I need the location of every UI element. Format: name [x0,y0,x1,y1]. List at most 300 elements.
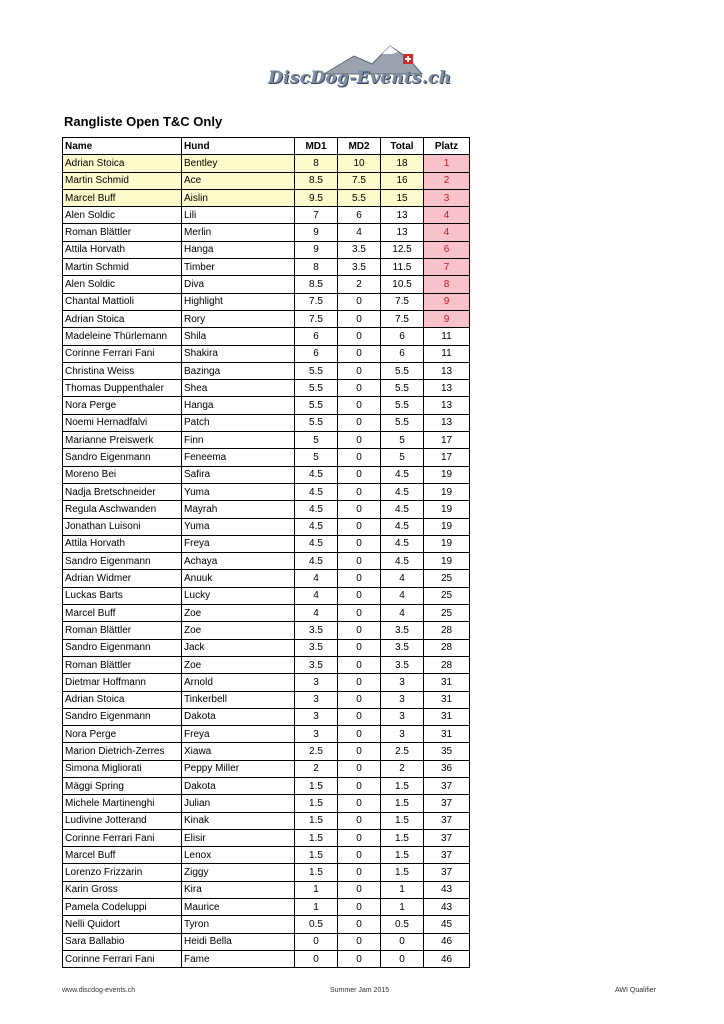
cell-total: 0.5 [381,916,424,933]
cell-platz: 37 [424,812,470,829]
cell-md1: 5.5 [295,414,338,431]
cell-dog: Zoe [182,622,295,639]
cell-md1: 0 [295,933,338,950]
column-header-platz: Platz [424,138,470,155]
cell-md2: 0 [338,397,381,414]
cell-md2: 2 [338,276,381,293]
cell-total: 16 [381,172,424,189]
cell-name: Moreno Bei [63,466,182,483]
cell-name: Corinne Ferrari Fani [63,345,182,362]
cell-md2: 0 [338,535,381,552]
cell-dog: Bentley [182,155,295,172]
table-row [63,743,470,760]
table-row [63,414,470,431]
table-row [63,812,470,829]
table-row [63,483,470,500]
cell-platz: 46 [424,933,470,950]
cell-md1: 2.5 [295,743,338,760]
cell-md1: 9.5 [295,189,338,206]
cell-dog: Tyron [182,916,295,933]
cell-total: 3 [381,708,424,725]
table-row [63,449,470,466]
cell-dog: Shakira [182,345,295,362]
cell-md1: 4 [295,587,338,604]
table-row [63,397,470,414]
cell-name: Attila Horvath [63,241,182,258]
cell-md1: 7.5 [295,293,338,310]
cell-total: 0 [381,933,424,950]
table-row [63,881,470,898]
cell-name: Simona Migliorati [63,760,182,777]
cell-dog: Shea [182,380,295,397]
cell-name: Sandro Eigenmann [63,708,182,725]
cell-md2: 0 [338,293,381,310]
cell-total: 1.5 [381,795,424,812]
cell-dog: Lenox [182,847,295,864]
table-row [63,656,470,673]
table-row [63,328,470,345]
cell-md2: 0 [338,933,381,950]
cell-total: 1 [381,899,424,916]
cell-total: 1.5 [381,847,424,864]
cell-md2: 0 [338,708,381,725]
cell-total: 3 [381,691,424,708]
table-row [63,933,470,950]
cell-total: 13 [381,207,424,224]
cell-md2: 0 [338,881,381,898]
cell-md2: 0 [338,795,381,812]
cell-name: Adrian Stoica [63,691,182,708]
cell-md2: 0 [338,726,381,743]
table-row [63,501,470,518]
cell-md1: 3 [295,726,338,743]
cell-md1: 3.5 [295,656,338,673]
cell-total: 5.5 [381,362,424,379]
cell-platz: 37 [424,829,470,846]
cell-dog: Mayrah [182,501,295,518]
column-header-total: Total [381,138,424,155]
cell-platz: 19 [424,535,470,552]
cell-md1: 4.5 [295,518,338,535]
cell-md1: 4.5 [295,501,338,518]
table-row [63,380,470,397]
table-row [63,362,470,379]
cell-md2: 0 [338,605,381,622]
cell-name: Jonathan Luisoni [63,518,182,535]
table-row [63,674,470,691]
cell-dog: Arnold [182,674,295,691]
cell-dog: Kira [182,881,295,898]
cell-md2: 7.5 [338,172,381,189]
cell-md2: 6 [338,207,381,224]
cell-md1: 9 [295,224,338,241]
cell-md1: 5.5 [295,397,338,414]
table-row [63,950,470,967]
cell-md2: 0 [338,916,381,933]
cell-name: Corinne Ferrari Fani [63,950,182,967]
cell-total: 5.5 [381,397,424,414]
table-row [63,899,470,916]
cell-dog: Maurice [182,899,295,916]
cell-platz: 25 [424,605,470,622]
table-row [63,795,470,812]
cell-platz: 31 [424,691,470,708]
cell-dog: Diva [182,276,295,293]
cell-name: Marcel Buff [63,189,182,206]
table-row [63,172,470,189]
cell-md2: 0 [338,345,381,362]
cell-platz: 4 [424,207,470,224]
cell-platz: 13 [424,397,470,414]
cell-dog: Rory [182,310,295,327]
cell-platz: 4 [424,224,470,241]
table-row [63,916,470,933]
cell-dog: Peppy Miller [182,760,295,777]
cell-total: 4 [381,570,424,587]
cell-md1: 9 [295,241,338,258]
cell-name: Sandro Eigenmann [63,553,182,570]
table-row [63,622,470,639]
cell-name: Sandro Eigenmann [63,639,182,656]
cell-md1: 4 [295,570,338,587]
cell-name: Nora Perge [63,397,182,414]
cell-dog: Bazinga [182,362,295,379]
cell-total: 6 [381,345,424,362]
cell-platz: 36 [424,760,470,777]
logo [262,40,452,102]
cell-total: 6 [381,328,424,345]
cell-dog: Lucky [182,587,295,604]
table-row [63,726,470,743]
cell-md1: 4 [295,605,338,622]
cell-md2: 0 [338,899,381,916]
cell-name: Noemi Hernadfalvi [63,414,182,431]
cell-platz: 17 [424,449,470,466]
cell-platz: 19 [424,501,470,518]
page-title: Rangliste Open T&C Only [64,114,223,129]
cell-name: Michele Martinenghi [63,795,182,812]
table-row [63,518,470,535]
cell-md2: 0 [338,829,381,846]
cell-platz: 31 [424,708,470,725]
cell-md2: 0 [338,639,381,656]
cell-md1: 4.5 [295,466,338,483]
table-row [63,777,470,794]
cell-name: Martin Schmid [63,259,182,276]
cell-name: Marcel Buff [63,847,182,864]
cell-name: Adrian Widmer [63,570,182,587]
cell-dog: Heidi Bella [182,933,295,950]
cell-md1: 3 [295,708,338,725]
cell-dog: Finn [182,432,295,449]
cell-name: Marianne Preiswerk [63,432,182,449]
cell-platz: 19 [424,518,470,535]
cell-name: Thomas Duppenthaler [63,380,182,397]
cell-platz: 45 [424,916,470,933]
cell-md2: 0 [338,518,381,535]
cell-md2: 0 [338,743,381,760]
cell-name: Nadja Bretschneider [63,483,182,500]
cell-md1: 1.5 [295,795,338,812]
cell-name: Nelli Quidort [63,916,182,933]
cell-md2: 5.5 [338,189,381,206]
cell-md2: 3.5 [338,241,381,258]
table-row [63,829,470,846]
cell-total: 11.5 [381,259,424,276]
cell-md1: 3.5 [295,622,338,639]
cell-total: 2.5 [381,743,424,760]
cell-md1: 1.5 [295,829,338,846]
cell-md1: 6 [295,328,338,345]
cell-total: 4.5 [381,553,424,570]
cell-platz: 9 [424,293,470,310]
cell-total: 15 [381,189,424,206]
cell-platz: 28 [424,639,470,656]
table-row [63,207,470,224]
cell-dog: Xiawa [182,743,295,760]
cell-total: 4 [381,605,424,622]
cell-dog: Dakota [182,777,295,794]
cell-total: 4.5 [381,483,424,500]
cell-name: Sandro Eigenmann [63,449,182,466]
cell-name: Marcel Buff [63,605,182,622]
table-row [63,691,470,708]
column-header-md1: MD1 [295,138,338,155]
cell-dog: Elisir [182,829,295,846]
table-row [63,466,470,483]
cell-md2: 0 [338,414,381,431]
cell-md1: 1.5 [295,812,338,829]
cell-platz: 3 [424,189,470,206]
table-row [63,864,470,881]
cell-dog: Jack [182,639,295,656]
cell-md2: 10 [338,155,381,172]
cell-dog: Ace [182,172,295,189]
cell-md2: 0 [338,691,381,708]
cell-name: Chantal Mattioli [63,293,182,310]
cell-name: Dietmar Hoffmann [63,674,182,691]
cell-platz: 37 [424,795,470,812]
cell-dog: Kinak [182,812,295,829]
table-row [63,432,470,449]
cell-total: 1.5 [381,812,424,829]
cell-platz: 11 [424,345,470,362]
cell-dog: Feneema [182,449,295,466]
cell-platz: 13 [424,362,470,379]
table-row [63,570,470,587]
cell-platz: 19 [424,466,470,483]
cell-platz: 37 [424,777,470,794]
cell-md2: 0 [338,622,381,639]
cell-platz: 17 [424,432,470,449]
cell-md1: 1 [295,899,338,916]
cell-total: 4 [381,587,424,604]
table-header-row [63,138,470,155]
cell-dog: Freya [182,726,295,743]
cell-md1: 3 [295,674,338,691]
cell-dog: Tinkerbell [182,691,295,708]
ranking-table-body [63,155,470,968]
table-row [63,553,470,570]
cell-platz: 31 [424,726,470,743]
column-header-dog: Hund [182,138,295,155]
table-row [63,241,470,258]
cell-md1: 6 [295,345,338,362]
cell-dog: Fame [182,950,295,967]
column-header-name: Name [63,138,182,155]
cell-md1: 7 [295,207,338,224]
cell-md1: 2 [295,760,338,777]
cell-dog: Achaya [182,553,295,570]
cell-platz: 9 [424,310,470,327]
cell-name: Marion Dietrich-Zerres [63,743,182,760]
table-row [63,293,470,310]
cell-platz: 13 [424,414,470,431]
cell-platz: 46 [424,950,470,967]
cell-platz: 19 [424,483,470,500]
cell-name: Martin Schmid [63,172,182,189]
logo-text: DiscDog-Events.ch [268,68,452,88]
table-row [63,189,470,206]
cell-dog: Highlight [182,293,295,310]
cell-md2: 0 [338,674,381,691]
cell-name: Nora Perge [63,726,182,743]
cell-dog: Ziggy [182,864,295,881]
cell-total: 7.5 [381,310,424,327]
cell-total: 3 [381,674,424,691]
cell-dog: Lili [182,207,295,224]
cell-dog: Zoe [182,656,295,673]
cell-dog: Patch [182,414,295,431]
cell-total: 13 [381,224,424,241]
cell-md2: 0 [338,864,381,881]
cell-dog: Shila [182,328,295,345]
cell-platz: 37 [424,864,470,881]
column-header-md2: MD2 [338,138,381,155]
cell-md2: 0 [338,380,381,397]
cell-dog: Timber [182,259,295,276]
cell-total: 5 [381,432,424,449]
cell-total: 3.5 [381,656,424,673]
table-row [63,310,470,327]
cell-md2: 0 [338,847,381,864]
cell-name: Adrian Stoica [63,310,182,327]
cell-md1: 8 [295,155,338,172]
cell-platz: 25 [424,587,470,604]
cell-name: Roman Blättler [63,622,182,639]
cell-total: 12.5 [381,241,424,258]
cell-platz: 6 [424,241,470,258]
cell-md2: 3.5 [338,259,381,276]
cell-name: Lorenzo Frizzarin [63,864,182,881]
cell-md2: 0 [338,760,381,777]
cell-md1: 0.5 [295,916,338,933]
cell-dog: Merlin [182,224,295,241]
table-row [63,535,470,552]
table-row [63,639,470,656]
cell-total: 2 [381,760,424,777]
table-row [63,760,470,777]
cell-md2: 0 [338,328,381,345]
cell-total: 5 [381,449,424,466]
cell-md1: 7.5 [295,310,338,327]
table-row [63,155,470,172]
cell-dog: Yuma [182,483,295,500]
cell-md1: 3.5 [295,639,338,656]
cell-md2: 0 [338,777,381,794]
cell-md1: 3 [295,691,338,708]
cell-md2: 0 [338,449,381,466]
cell-md1: 1.5 [295,847,338,864]
cell-md2: 0 [338,950,381,967]
cell-name: Mäggi Spring [63,777,182,794]
cell-platz: 31 [424,674,470,691]
cell-total: 1.5 [381,829,424,846]
cell-platz: 37 [424,847,470,864]
cell-name: Christina Weiss [63,362,182,379]
cell-dog: Dakota [182,708,295,725]
cell-md2: 0 [338,362,381,379]
table-row [63,847,470,864]
cell-md1: 8.5 [295,172,338,189]
cell-total: 1.5 [381,777,424,794]
cell-dog: Aislin [182,189,295,206]
cell-dog: Anuuk [182,570,295,587]
cell-dog: Zoe [182,605,295,622]
cell-platz: 2 [424,172,470,189]
cell-dog: Hanga [182,397,295,414]
cell-md2: 0 [338,466,381,483]
cell-md1: 4.5 [295,535,338,552]
table-row [63,587,470,604]
cell-name: Ludivine Jotterand [63,812,182,829]
cell-md2: 0 [338,812,381,829]
cell-platz: 19 [424,553,470,570]
cell-name: Alen Soldic [63,207,182,224]
cell-name: Karin Gross [63,881,182,898]
cell-name: Pamela Codeluppi [63,899,182,916]
cell-total: 3 [381,726,424,743]
cell-md1: 8.5 [295,276,338,293]
cell-total: 5.5 [381,414,424,431]
cell-name: Regula Aschwanden [63,501,182,518]
cell-platz: 1 [424,155,470,172]
cell-total: 1.5 [381,864,424,881]
cell-name: Luckas Barts [63,587,182,604]
cell-dog: Freya [182,535,295,552]
cell-dog: Yuma [182,518,295,535]
cell-total: 3.5 [381,639,424,656]
cell-name: Madeleine Thürlemann [63,328,182,345]
table-row [63,224,470,241]
cell-md2: 0 [338,553,381,570]
cell-platz: 8 [424,276,470,293]
cell-total: 5.5 [381,380,424,397]
cell-name: Adrian Stoica [63,155,182,172]
table-row [63,276,470,293]
cell-md1: 5 [295,449,338,466]
cell-md1: 4.5 [295,483,338,500]
cell-platz: 35 [424,743,470,760]
cell-name: Roman Blättler [63,656,182,673]
cell-total: 4.5 [381,501,424,518]
cell-md2: 0 [338,587,381,604]
cell-md2: 0 [338,501,381,518]
cell-total: 4.5 [381,518,424,535]
cell-md1: 5.5 [295,362,338,379]
footer-qualifier: AWI Qualifier [615,987,656,994]
cell-dog: Hanga [182,241,295,258]
